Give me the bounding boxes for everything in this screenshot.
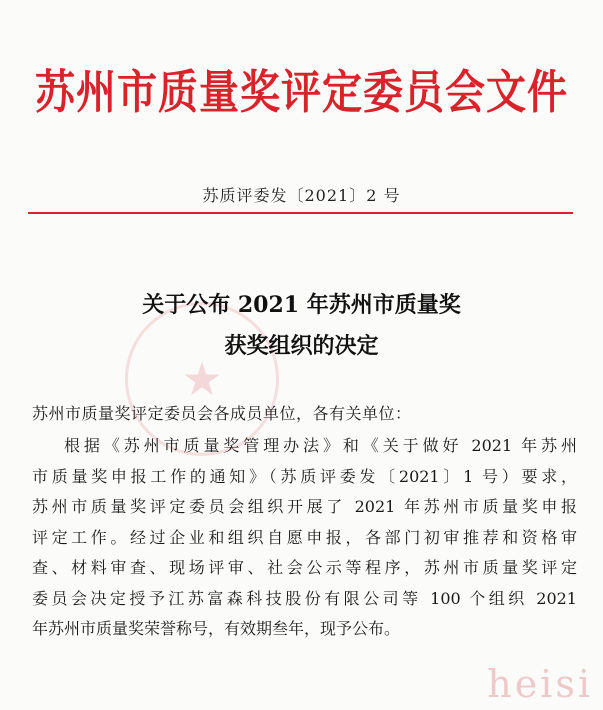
seal-star-icon: ★ [181,352,223,406]
official-seal-stamp [125,302,279,456]
paragraph-line: 查、材料审查、现场评审、社会公示等程序，苏州市质量奖评定 [32,558,577,577]
document-number: 苏质评委发〔2021〕2 号 [202,186,401,205]
paragraph-line: 根据《苏州市质量奖管理办法》和《关于做好 2021 年苏州 [64,436,577,455]
decision-title-line-2: 获奖组织的决定 [224,333,379,359]
paragraph-line: 苏州市质量奖评定委员会组织开展了 2021 年苏州市质量奖申报 [32,497,577,516]
document-header-title: 苏州市质量奖评定委员会文件 [35,66,568,120]
red-divider-line [28,212,573,214]
paragraph-line: 年苏州市质量奖荣誉称号，有效期叁年，现予公布。 [32,619,401,638]
watermark-text: heisi [487,662,593,706]
paragraph-line: 评定工作。经过企业和组织自愿申报，各部门初审推荐和资格审 [32,527,577,547]
body-paragraph [32,436,577,650]
paragraph-line: 委员会决定授予江苏富森科技股份有限公司等 100 个组织 2021 [32,588,577,608]
salutation: 苏州市质量奖评定委员会各成员单位，各有关单位： [32,404,412,423]
decision-title-line-1: 关于公布 2021 年苏州市质量奖 [142,292,461,318]
paragraph-line: 市质量奖申报工作的通知》（苏质评委发〔2021〕1 号）要求， [32,466,577,486]
